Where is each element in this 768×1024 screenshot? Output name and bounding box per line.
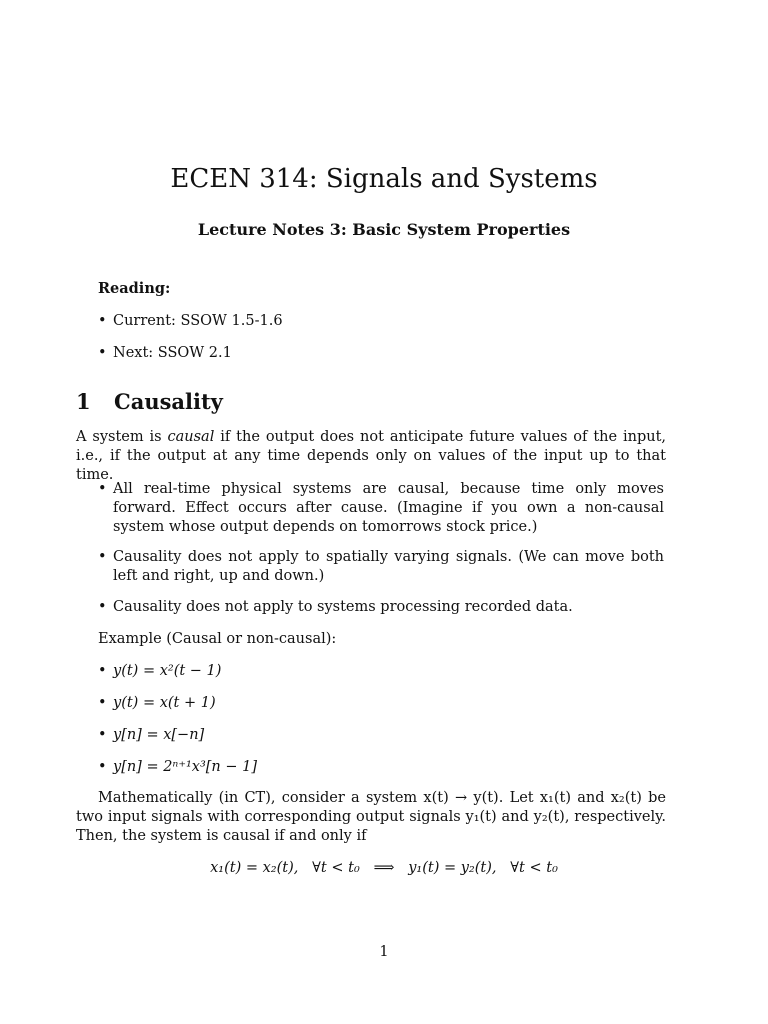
- document-title: ECEN 314: Signals and Systems: [170, 164, 598, 194]
- bullet-icon: •: [98, 663, 107, 679]
- reading-item: [98, 344, 598, 364]
- section-number: 1: [76, 389, 91, 414]
- example-item: [98, 694, 666, 714]
- intro-emphasis: causal: [167, 429, 215, 445]
- example-equation: y[n] = 2ⁿ⁺¹x³[n − 1]: [113, 759, 258, 775]
- bullet-icon: •: [98, 345, 107, 361]
- example-equation: y[n] = x[−n]: [113, 727, 205, 743]
- page-number: 1: [379, 944, 389, 960]
- section-title: Causality: [114, 389, 223, 414]
- bullet-icon: •: [98, 549, 107, 565]
- list-item: [98, 598, 666, 618]
- bullet-icon: •: [98, 759, 107, 775]
- document-subtitle: Lecture Notes 3: Basic System Properties: [197, 220, 571, 239]
- reading-item-text: Next: SSOW 2.1: [113, 345, 232, 361]
- intro-text-a: A system is: [76, 429, 168, 445]
- example-item: [98, 726, 666, 746]
- bullet-icon: •: [98, 695, 107, 711]
- bullet-icon: •: [98, 727, 107, 743]
- bullet-icon: •: [98, 313, 107, 329]
- list-item-text: Causality does not apply to spatially varying signals. (We can move both left and right, up and down.): [113, 549, 664, 584]
- example-item: [98, 662, 666, 682]
- list-item: [98, 480, 666, 538]
- example-item: [98, 758, 666, 778]
- reading-heading: Reading:: [98, 280, 171, 297]
- example-label: Example (Causal or non-causal):: [98, 631, 337, 647]
- section-heading: [76, 389, 223, 414]
- causality-definition-paragraph: Mathematically (in CT), consider a system x(t) → y(t). Let x₁(t) and x₂(t) be two input signals with corresponding output signals y₁(t) and y₂(t), respectively. Then, the system is causal if and only if: [76, 790, 666, 844]
- intro-paragraph: [76, 428, 666, 485]
- list-item: [98, 548, 666, 588]
- reading-item-text: Current: SSOW 1.5-1.6: [113, 313, 283, 329]
- bullet-icon: •: [98, 599, 107, 615]
- causality-equation: x₁(t) = x₂(t), ∀t < t₀ ⟹ y₁(t) = y₂(t), ∀t < t₀: [210, 860, 558, 876]
- bullet-icon: •: [98, 481, 107, 497]
- example-equation: y(t) = x(t + 1): [113, 695, 216, 711]
- list-item-text: Causality does not apply to systems processing recorded data.: [113, 599, 573, 615]
- reading-item: [98, 312, 598, 332]
- list-item-text: All real-time physical systems are causal, because time only moves forward. Effect occurs after cause. (Imagine if you own a non-causal system whose output depends on tomorrows stock price.): [113, 481, 664, 535]
- intro-text-b: if the output does not anticipate future values of the input, i.e., if the output at any time depends only on values of the input up to that time.: [76, 429, 667, 483]
- example-equation: y(t) = x²(t − 1): [113, 663, 222, 679]
